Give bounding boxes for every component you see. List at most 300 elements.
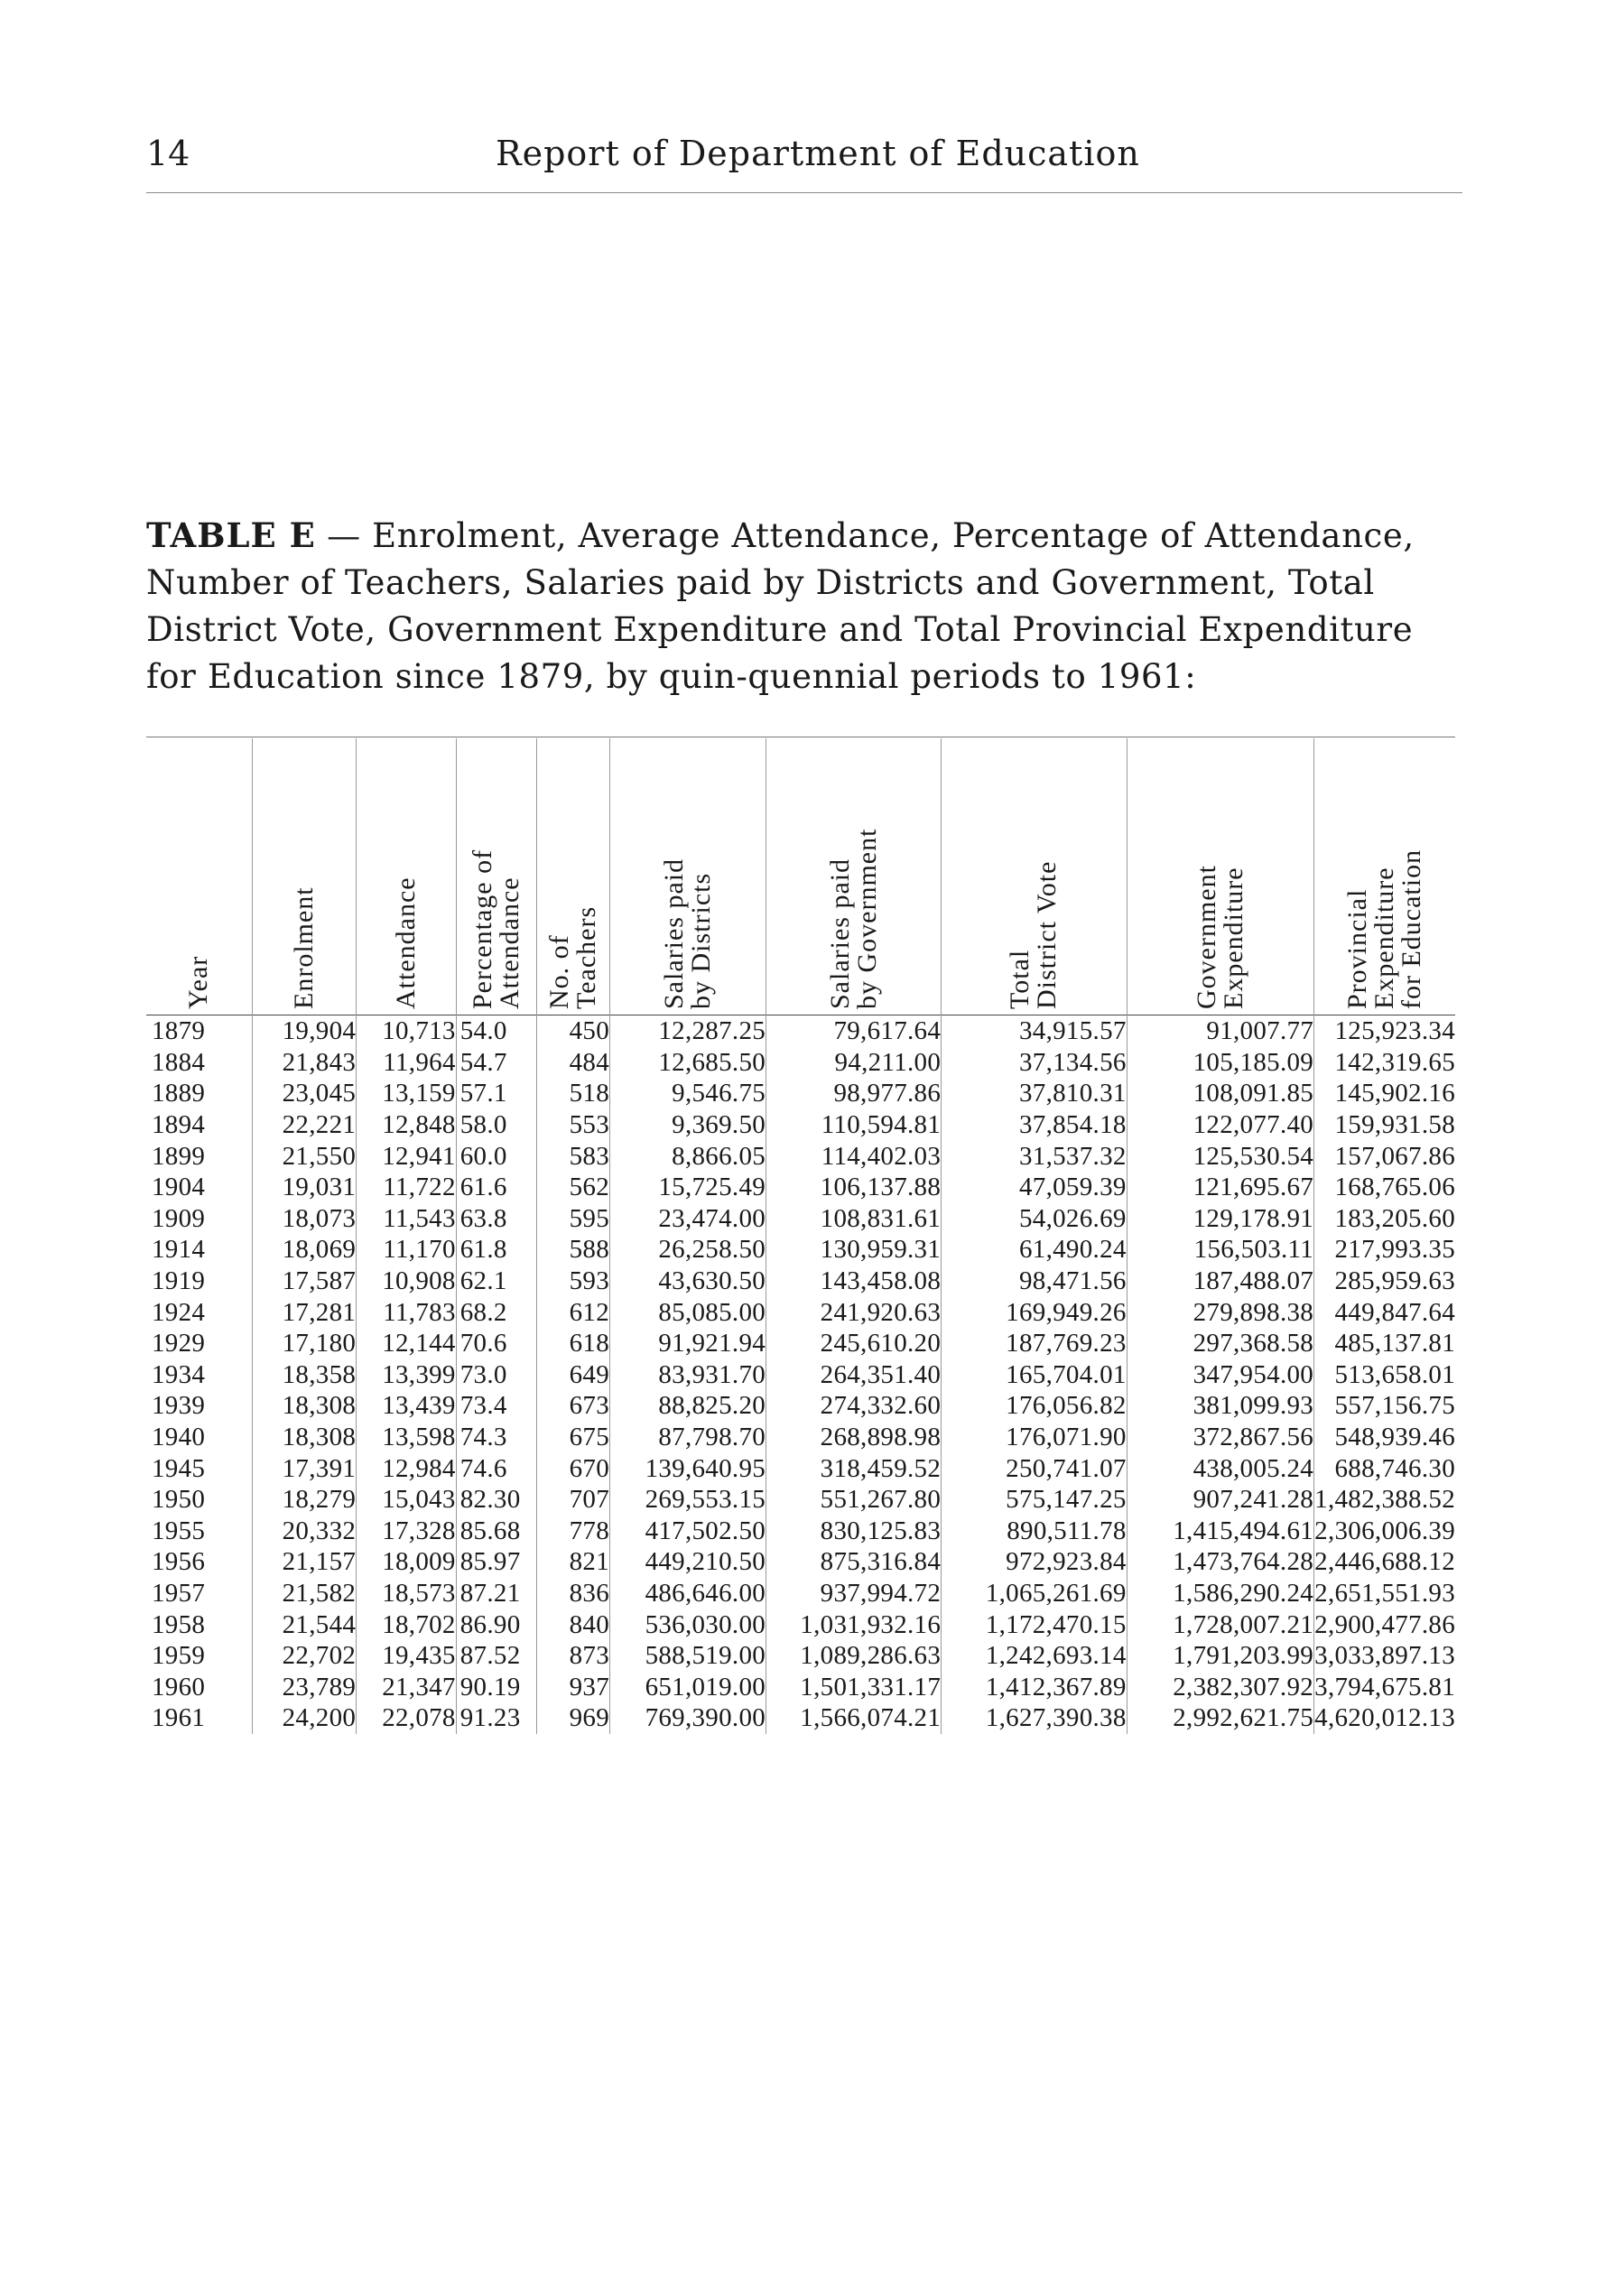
cell-provincial-expenditure-for-education: 159,931.58 (1314, 1109, 1455, 1141)
cell-no-of-teachers: 836 (536, 1578, 609, 1609)
cell-salaries-paid-by-government: 264,351.40 (766, 1359, 942, 1391)
cell-salaries-paid-by-government: 79,617.64 (766, 1015, 942, 1047)
column-header-line: No. of (543, 934, 574, 1009)
cell-total-district-vote: 1,065,261.69 (942, 1578, 1128, 1609)
column-header-salaries-paid-by-government (766, 738, 942, 1015)
cell-total-district-vote: 1,412,367.89 (942, 1671, 1128, 1702)
cell-provincial-expenditure-for-education: 145,902.16 (1314, 1078, 1455, 1109)
cell-attendance: 11,783 (357, 1296, 457, 1328)
cell-attendance: 13,439 (357, 1390, 457, 1422)
cell-provincial-expenditure-for-education: 157,067.86 (1314, 1140, 1455, 1172)
cell-percentage-of-attendance: 74.3 (456, 1422, 536, 1453)
cell-enrolment: 22,702 (252, 1640, 356, 1672)
table-row (146, 1359, 1455, 1391)
column-header-line: Teachers (571, 905, 601, 1009)
cell-government-expenditure: 1,791,203.99 (1127, 1640, 1313, 1672)
column-header-line: Government (1191, 865, 1221, 1009)
cell-year: 1960 (152, 1672, 206, 1701)
cell-provincial-expenditure-for-education: 2,900,477.86 (1314, 1609, 1455, 1639)
column-header-line: by Government (851, 828, 882, 1009)
cell-percentage-of-attendance: 58.0 (456, 1109, 536, 1141)
cell-no-of-teachers: 707 (536, 1484, 609, 1516)
cell-attendance: 11,964 (357, 1047, 457, 1079)
cell-salaries-paid-by-government: 98,977.86 (766, 1078, 942, 1109)
cell-total-district-vote: 34,915.57 (942, 1015, 1128, 1047)
column-header-salaries-paid-by-districts (610, 738, 766, 1015)
cell-total-district-vote: 575,147.25 (942, 1484, 1128, 1516)
cell-total-district-vote: 1,172,470.15 (942, 1609, 1128, 1640)
cell-salaries-paid-by-districts: 449,210.50 (610, 1546, 766, 1578)
cell-salaries-paid-by-districts: 85,085.00 (610, 1296, 766, 1328)
table-row (146, 1578, 1455, 1609)
cell-percentage-of-attendance: 91.23 (456, 1702, 536, 1734)
cell-attendance: 12,941 (357, 1140, 457, 1172)
table-row (146, 1640, 1455, 1672)
cell-total-district-vote: 176,056.82 (942, 1390, 1128, 1422)
cell-salaries-paid-by-districts: 87,798.70 (610, 1422, 766, 1453)
cell-provincial-expenditure-for-education: 285,959.63 (1314, 1266, 1455, 1297)
cell-salaries-paid-by-government: 274,332.60 (766, 1390, 942, 1422)
table-row (146, 1140, 1455, 1172)
cell-total-district-vote: 972,923.84 (942, 1546, 1128, 1578)
cell-percentage-of-attendance: 82.30 (456, 1484, 536, 1516)
cell-percentage-of-attendance: 60.0 (456, 1140, 536, 1172)
cell-government-expenditure: 1,415,494.61 (1127, 1516, 1313, 1547)
cell-enrolment: 17,180 (252, 1328, 356, 1359)
cell-salaries-paid-by-government: 268,898.98 (766, 1422, 942, 1453)
cell-provincial-expenditure-for-education: 449,847.64 (1314, 1296, 1455, 1328)
cell-government-expenditure: 125,530.54 (1127, 1140, 1313, 1172)
cell-attendance: 11,170 (357, 1234, 457, 1266)
table-row (146, 1390, 1455, 1422)
table-row (146, 1671, 1455, 1702)
cell-percentage-of-attendance: 68.2 (456, 1296, 536, 1328)
cell-year: 1929 (152, 1329, 206, 1358)
cell-percentage-of-attendance: 87.52 (456, 1640, 536, 1672)
cell-salaries-paid-by-government: 875,316.84 (766, 1546, 942, 1578)
column-header-line: for Education (1397, 848, 1427, 1009)
page-number: 14 (146, 134, 190, 173)
cell-total-district-vote: 31,537.32 (942, 1140, 1128, 1172)
cell-year: 1961 (152, 1703, 206, 1733)
cell-year: 1884 (152, 1047, 206, 1077)
cell-total-district-vote: 47,059.39 (942, 1172, 1128, 1203)
cell-attendance: 21,347 (357, 1671, 457, 1702)
cell-salaries-paid-by-government: 1,089,286.63 (766, 1640, 942, 1672)
column-header-label (390, 876, 421, 1009)
cell-salaries-paid-by-districts: 91,921.94 (610, 1328, 766, 1359)
cell-government-expenditure: 438,005.24 (1127, 1452, 1313, 1484)
cell-no-of-teachers: 612 (536, 1296, 609, 1328)
cell-attendance: 18,009 (357, 1546, 457, 1578)
cell-salaries-paid-by-districts: 269,553.15 (610, 1484, 766, 1516)
cell-provincial-expenditure-for-education: 2,651,551.93 (1314, 1578, 1455, 1608)
cell-enrolment: 21,544 (252, 1609, 356, 1640)
table-row (146, 1609, 1455, 1640)
cell-no-of-teachers: 937 (536, 1671, 609, 1702)
cell-percentage-of-attendance: 87.21 (456, 1578, 536, 1609)
table-row (146, 1516, 1455, 1547)
table-row (146, 1078, 1455, 1109)
cell-government-expenditure: 297,368.58 (1127, 1328, 1313, 1359)
cell-year: 1940 (152, 1423, 206, 1452)
cell-provincial-expenditure-for-education: 557,156.75 (1314, 1390, 1455, 1422)
caption-text-1: — Enrolment, Average Attendance, Percentage of Attendance, (327, 516, 1415, 555)
cell-salaries-paid-by-government: 1,031,932.16 (766, 1609, 942, 1640)
column-header-line: Expenditure (1218, 867, 1248, 1009)
cell-provincial-expenditure-for-education: 168,765.06 (1314, 1172, 1455, 1203)
cell-attendance: 11,543 (357, 1203, 457, 1235)
header-row (146, 738, 1455, 1015)
cell-attendance: 15,043 (357, 1484, 457, 1516)
cell-provincial-expenditure-for-education: 4,620,012.13 (1314, 1703, 1455, 1733)
cell-enrolment: 24,200 (252, 1702, 356, 1734)
cell-percentage-of-attendance: 70.6 (456, 1328, 536, 1359)
cell-government-expenditure: 279,898.38 (1127, 1296, 1313, 1328)
cell-percentage-of-attendance: 63.8 (456, 1203, 536, 1235)
cell-percentage-of-attendance: 90.19 (456, 1671, 536, 1702)
cell-enrolment: 18,069 (252, 1234, 356, 1266)
column-header-line: Enrolment (289, 886, 320, 1009)
cell-enrolment: 17,281 (252, 1296, 356, 1328)
cell-salaries-paid-by-government: 245,610.20 (766, 1328, 942, 1359)
cell-salaries-paid-by-districts: 769,390.00 (610, 1702, 766, 1734)
cell-salaries-paid-by-government: 1,566,074.21 (766, 1702, 942, 1734)
column-header-label (543, 905, 601, 1009)
cell-salaries-paid-by-government: 937,994.72 (766, 1578, 942, 1609)
table-row (146, 1452, 1455, 1484)
column-header-line: by Districts (686, 872, 717, 1009)
cell-enrolment: 21,843 (252, 1047, 356, 1079)
cell-enrolment: 21,157 (252, 1546, 356, 1578)
table-caption (146, 512, 1500, 700)
cell-provincial-expenditure-for-education: 3,794,675.81 (1314, 1672, 1455, 1701)
cell-government-expenditure: 1,586,290.24 (1127, 1578, 1313, 1609)
cell-year: 1919 (152, 1266, 206, 1296)
column-header-label (1193, 865, 1248, 1009)
cell-enrolment: 17,587 (252, 1266, 356, 1297)
cell-attendance: 13,598 (357, 1422, 457, 1453)
cell-percentage-of-attendance: 85.68 (456, 1516, 536, 1547)
cell-percentage-of-attendance: 61.8 (456, 1234, 536, 1266)
table-body (146, 1015, 1455, 1734)
cell-salaries-paid-by-government: 830,125.83 (766, 1516, 942, 1547)
cell-total-district-vote: 54,026.69 (942, 1203, 1128, 1235)
column-header-line: Salaries paid (824, 858, 855, 1009)
cell-total-district-vote: 187,769.23 (942, 1328, 1128, 1359)
caption-line-4: for Education since 1879, by quin-quennial periods to 1961: (146, 657, 1197, 696)
cell-salaries-paid-by-districts: 486,646.00 (610, 1578, 766, 1609)
column-header-label (185, 956, 212, 1009)
cell-no-of-teachers: 778 (536, 1516, 609, 1547)
cell-attendance: 19,435 (357, 1640, 457, 1672)
cell-no-of-teachers: 593 (536, 1266, 609, 1297)
cell-salaries-paid-by-districts: 83,931.70 (610, 1359, 766, 1391)
cell-enrolment: 19,904 (252, 1015, 356, 1047)
cell-enrolment: 17,391 (252, 1452, 356, 1484)
cell-provincial-expenditure-for-education: 217,993.35 (1314, 1234, 1455, 1266)
column-header-label (469, 849, 524, 1009)
column-header-line: Percentage of (467, 848, 497, 1009)
cell-salaries-paid-by-government: 551,267.80 (766, 1484, 942, 1516)
cell-year: 1924 (152, 1297, 206, 1327)
cell-year: 1939 (152, 1391, 206, 1421)
column-header-enrolment (252, 738, 356, 1015)
cell-total-district-vote: 169,949.26 (942, 1296, 1128, 1328)
cell-no-of-teachers: 821 (536, 1546, 609, 1578)
cell-attendance: 22,078 (357, 1702, 457, 1734)
cell-salaries-paid-by-districts: 8,866.05 (610, 1140, 766, 1172)
cell-no-of-teachers: 518 (536, 1078, 609, 1109)
cell-salaries-paid-by-government: 130,959.31 (766, 1234, 942, 1266)
cell-provincial-expenditure-for-education: 548,939.46 (1314, 1422, 1455, 1453)
cell-salaries-paid-by-districts: 139,640.95 (610, 1452, 766, 1484)
table-row (146, 1172, 1455, 1203)
cell-year: 1879 (152, 1016, 206, 1046)
cell-no-of-teachers: 553 (536, 1109, 609, 1141)
cell-salaries-paid-by-districts: 536,030.00 (610, 1609, 766, 1640)
cell-no-of-teachers: 649 (536, 1359, 609, 1391)
table-row (146, 1109, 1455, 1141)
cell-salaries-paid-by-districts: 9,369.50 (610, 1109, 766, 1141)
cell-salaries-paid-by-districts: 43,630.50 (610, 1266, 766, 1297)
cell-salaries-paid-by-districts: 12,685.50 (610, 1047, 766, 1079)
cell-no-of-teachers: 840 (536, 1609, 609, 1640)
table-row (146, 1422, 1455, 1453)
table-row (146, 1296, 1455, 1328)
cell-government-expenditure: 907,241.28 (1127, 1484, 1313, 1516)
cell-year: 1950 (152, 1485, 206, 1515)
cell-salaries-paid-by-districts: 26,258.50 (610, 1234, 766, 1266)
cell-salaries-paid-by-districts: 588,519.00 (610, 1640, 766, 1672)
header-rule (146, 192, 1462, 193)
cell-salaries-paid-by-government: 108,831.61 (766, 1203, 942, 1235)
cell-year: 1957 (152, 1578, 206, 1608)
column-header-line: Year (183, 955, 214, 1009)
cell-enrolment: 18,073 (252, 1203, 356, 1235)
cell-no-of-teachers: 562 (536, 1172, 609, 1203)
cell-attendance: 18,573 (357, 1578, 457, 1609)
cell-enrolment: 21,550 (252, 1140, 356, 1172)
caption-line-2: Number of Teachers, Salaries paid by Districts and Government, Total (146, 563, 1375, 602)
cell-enrolment: 18,308 (252, 1390, 356, 1422)
cell-government-expenditure: 108,091.85 (1127, 1078, 1313, 1109)
cell-government-expenditure: 2,992,621.75 (1127, 1702, 1313, 1734)
cell-salaries-paid-by-districts: 15,725.49 (610, 1172, 766, 1203)
cell-salaries-paid-by-districts: 651,019.00 (610, 1671, 766, 1702)
cell-enrolment: 22,221 (252, 1109, 356, 1141)
cell-provincial-expenditure-for-education: 1,482,388.52 (1314, 1485, 1455, 1515)
cell-total-district-vote: 37,810.31 (942, 1078, 1128, 1109)
cell-provincial-expenditure-for-education: 485,137.81 (1314, 1328, 1455, 1359)
cell-government-expenditure: 91,007.77 (1127, 1015, 1313, 1047)
cell-year: 1909 (152, 1203, 206, 1233)
cell-year: 1945 (152, 1453, 206, 1483)
cell-no-of-teachers: 618 (536, 1328, 609, 1359)
cell-percentage-of-attendance: 54.7 (456, 1047, 536, 1079)
cell-attendance: 10,713 (357, 1015, 457, 1047)
cell-salaries-paid-by-government: 1,501,331.17 (766, 1671, 942, 1702)
cell-total-district-vote: 250,741.07 (942, 1452, 1128, 1484)
cell-attendance: 13,399 (357, 1359, 457, 1391)
caption-line-3: District Vote, Government Expenditure and Total Provincial Expenditure (146, 610, 1414, 649)
table-header (146, 738, 1455, 1015)
cell-salaries-paid-by-government: 106,137.88 (766, 1172, 942, 1203)
cell-year: 1956 (152, 1547, 206, 1577)
table-row (146, 1234, 1455, 1266)
cell-attendance: 11,722 (357, 1172, 457, 1203)
cell-percentage-of-attendance: 73.0 (456, 1359, 536, 1391)
cell-percentage-of-attendance: 73.4 (456, 1390, 536, 1422)
cell-government-expenditure: 2,382,307.92 (1127, 1671, 1313, 1702)
cell-no-of-teachers: 583 (536, 1140, 609, 1172)
cell-year: 1904 (152, 1173, 206, 1202)
cell-percentage-of-attendance: 61.6 (456, 1172, 536, 1203)
cell-provincial-expenditure-for-education: 2,306,006.39 (1314, 1516, 1455, 1545)
cell-salaries-paid-by-districts: 417,502.50 (610, 1516, 766, 1547)
cell-government-expenditure: 122,077.40 (1127, 1109, 1313, 1141)
cell-attendance: 12,984 (357, 1452, 457, 1484)
cell-year: 1899 (152, 1141, 206, 1171)
cell-total-district-vote: 1,627,390.38 (942, 1702, 1128, 1734)
cell-total-district-vote: 98,471.56 (942, 1266, 1128, 1297)
cell-no-of-teachers: 969 (536, 1702, 609, 1734)
running-title: Report of Department of Education (496, 134, 1140, 173)
cell-attendance: 12,144 (357, 1328, 457, 1359)
cell-government-expenditure: 121,695.67 (1127, 1172, 1313, 1203)
cell-enrolment: 18,308 (252, 1422, 356, 1453)
column-header-line: Attendance (390, 876, 421, 1009)
cell-salaries-paid-by-government: 143,458.08 (766, 1266, 942, 1297)
cell-percentage-of-attendance: 54.0 (456, 1015, 536, 1047)
cell-total-district-vote: 1,242,693.14 (942, 1640, 1128, 1672)
cell-no-of-teachers: 588 (536, 1234, 609, 1266)
column-header-line: Total (1005, 949, 1035, 1009)
column-header-label (1344, 849, 1425, 1009)
cell-no-of-teachers: 673 (536, 1390, 609, 1422)
table-row (146, 1015, 1455, 1047)
cell-government-expenditure: 105,185.09 (1127, 1047, 1313, 1079)
cell-provincial-expenditure-for-education: 142,319.65 (1314, 1047, 1455, 1079)
cell-no-of-teachers: 484 (536, 1047, 609, 1079)
table-row (146, 1546, 1455, 1578)
column-header-attendance (357, 738, 457, 1015)
cell-salaries-paid-by-government: 110,594.81 (766, 1109, 942, 1141)
cell-year: 1894 (152, 1110, 206, 1140)
cell-year: 1934 (152, 1359, 206, 1389)
cell-no-of-teachers: 450 (536, 1015, 609, 1047)
cell-percentage-of-attendance: 86.90 (456, 1609, 536, 1640)
cell-percentage-of-attendance: 57.1 (456, 1078, 536, 1109)
cell-government-expenditure: 1,728,007.21 (1127, 1609, 1313, 1640)
column-header-provincial-expenditure-for-education (1314, 738, 1455, 1015)
cell-enrolment: 20,332 (252, 1516, 356, 1547)
cell-salaries-paid-by-government: 94,211.00 (766, 1047, 942, 1079)
cell-year: 1889 (152, 1079, 206, 1108)
cell-total-district-vote: 61,490.24 (942, 1234, 1128, 1266)
cell-government-expenditure: 372,867.56 (1127, 1422, 1313, 1453)
cell-total-district-vote: 890,511.78 (942, 1516, 1128, 1547)
cell-no-of-teachers: 873 (536, 1640, 609, 1672)
enrolment-table (146, 738, 1455, 1734)
column-header-line: District Vote (1032, 860, 1063, 1009)
cell-total-district-vote: 37,134.56 (942, 1047, 1128, 1079)
cell-year: 1914 (152, 1235, 206, 1265)
cell-provincial-expenditure-for-education: 688,746.30 (1314, 1452, 1455, 1484)
cell-year: 1955 (152, 1516, 206, 1545)
column-header-label (824, 828, 882, 1009)
cell-provincial-expenditure-for-education: 2,446,688.12 (1314, 1547, 1455, 1577)
column-header-no-of-teachers (536, 738, 609, 1015)
cell-no-of-teachers: 670 (536, 1452, 609, 1484)
cell-salaries-paid-by-districts: 9,546.75 (610, 1078, 766, 1109)
cell-total-district-vote: 165,704.01 (942, 1359, 1128, 1391)
page-header (146, 134, 1462, 181)
cell-no-of-teachers: 675 (536, 1422, 609, 1453)
cell-attendance: 13,159 (357, 1078, 457, 1109)
cell-enrolment: 23,789 (252, 1671, 356, 1702)
cell-government-expenditure: 129,178.91 (1127, 1203, 1313, 1235)
cell-government-expenditure: 381,099.93 (1127, 1390, 1313, 1422)
cell-government-expenditure: 187,488.07 (1127, 1266, 1313, 1297)
cell-salaries-paid-by-government: 114,402.03 (766, 1140, 942, 1172)
column-header-total-district-vote (942, 738, 1128, 1015)
cell-attendance: 12,848 (357, 1109, 457, 1141)
cell-salaries-paid-by-districts: 23,474.00 (610, 1203, 766, 1235)
column-header-line: Salaries paid (659, 858, 690, 1009)
table-row (146, 1328, 1455, 1359)
cell-government-expenditure: 1,473,764.28 (1127, 1546, 1313, 1578)
cell-salaries-paid-by-districts: 88,825.20 (610, 1390, 766, 1422)
cell-year: 1958 (152, 1609, 206, 1639)
cell-percentage-of-attendance: 62.1 (456, 1266, 536, 1297)
column-header-year (146, 738, 252, 1015)
table-row (146, 1203, 1455, 1235)
cell-enrolment: 19,031 (252, 1172, 356, 1203)
cell-no-of-teachers: 595 (536, 1203, 609, 1235)
cell-government-expenditure: 156,503.11 (1127, 1234, 1313, 1266)
cell-enrolment: 18,279 (252, 1484, 356, 1516)
cell-percentage-of-attendance: 74.6 (456, 1452, 536, 1484)
cell-enrolment: 18,358 (252, 1359, 356, 1391)
table-row (146, 1047, 1455, 1079)
cell-provincial-expenditure-for-education: 125,923.34 (1314, 1015, 1455, 1047)
cell-provincial-expenditure-for-education: 183,205.60 (1314, 1203, 1455, 1235)
column-header-label (291, 886, 318, 1009)
cell-provincial-expenditure-for-education: 3,033,897.13 (1314, 1641, 1455, 1671)
table-label: TABLE E (146, 515, 316, 555)
column-header-government-expenditure (1127, 738, 1313, 1015)
cell-enrolment: 23,045 (252, 1078, 356, 1109)
cell-salaries-paid-by-government: 241,920.63 (766, 1296, 942, 1328)
cell-salaries-paid-by-districts: 12,287.25 (610, 1015, 766, 1047)
column-header-label (661, 858, 715, 1009)
cell-total-district-vote: 37,854.18 (942, 1109, 1128, 1141)
cell-percentage-of-attendance: 85.97 (456, 1546, 536, 1578)
cell-enrolment: 21,582 (252, 1578, 356, 1609)
table-row (146, 1484, 1455, 1516)
cell-total-district-vote: 176,071.90 (942, 1422, 1128, 1453)
column-header-label (1007, 861, 1061, 1009)
column-header-percentage-of-attendance (456, 738, 536, 1015)
caption-line-1 (146, 512, 1500, 560)
cell-year: 1959 (152, 1641, 206, 1671)
column-header-line: Expenditure (1369, 867, 1400, 1009)
table-row (146, 1266, 1455, 1297)
column-header-line: Attendance (494, 876, 524, 1009)
cell-attendance: 10,908 (357, 1266, 457, 1297)
table-row (146, 1702, 1455, 1734)
